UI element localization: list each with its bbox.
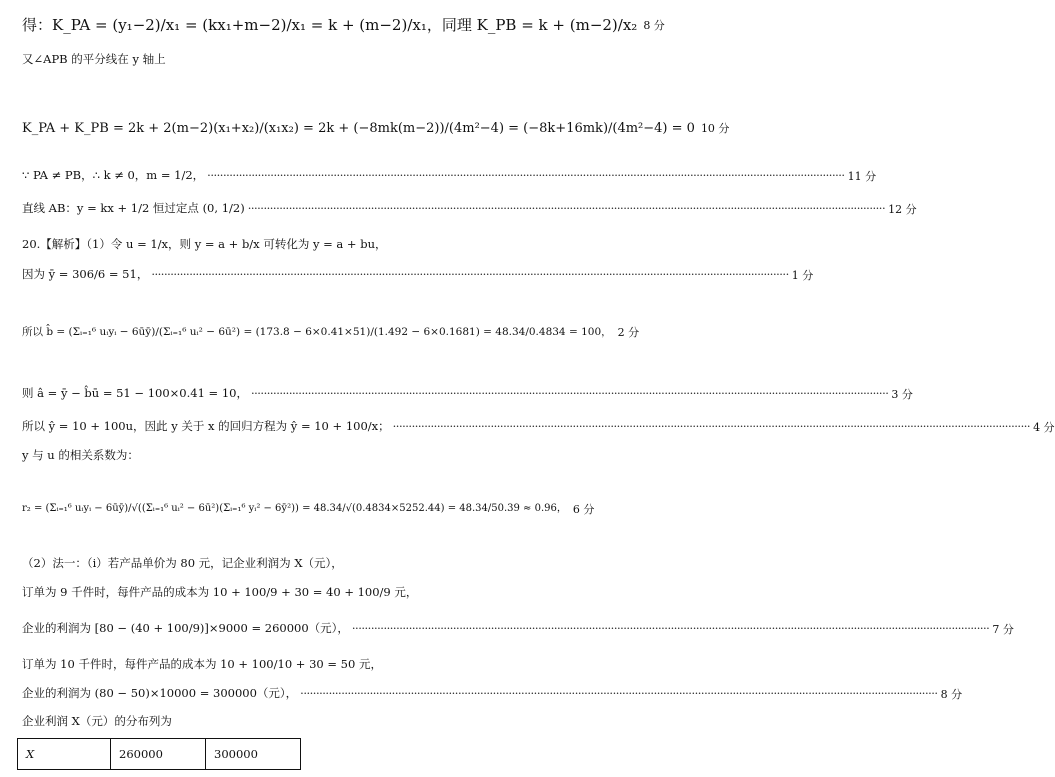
line-text: 所以 ŷ = 10 + 100u，因此 y 关于 x 的回归方程为 ŷ = 10 + 100/x；	[22, 419, 390, 434]
line-18	[22, 714, 539, 730]
table-cell: 260000	[111, 739, 206, 770]
line-10	[22, 415, 1055, 439]
score-label: 2 分	[617, 325, 640, 339]
line-15	[22, 618, 1014, 640]
line-text: 得：K_PA = (y₁−2)/x₁ = (kx₁+m−2)/x₁ = k + (m−2)/x₁，同理 K_PB = k + (m−2)/x₂	[22, 15, 638, 34]
score-label: 8 分	[940, 687, 963, 701]
line-text: 订单为 9 千件时，每件产品的成本为 10 + 100/9 + 30 = 40 + 100/9 元，	[22, 585, 418, 600]
score-label: 11 分	[847, 169, 877, 183]
line-text: （2）法一：（i）若产品单价为 80 元，记企业利润为 X（元），	[22, 556, 343, 571]
line-text: 则 â = ȳ − b̂ū = 51 − 100×0.41 = 10，	[22, 386, 248, 401]
line-text: r₂ = (Σᵢ₌₁⁶ uᵢyᵢ − 6ūȳ)/√((Σᵢ₌₁⁶ uᵢ² − 6ū²)(Σᵢ₌₁⁶ yᵢ² − 6ȳ²)) = 48.34/√(0.4834×5252.44) = 48.34/50.39 ≈ 0.96，	[22, 503, 567, 514]
line-3	[22, 110, 730, 146]
line-text: 企业的利润为 [80 − (40 + 100/9)]×9000 = 260000（元），	[22, 621, 349, 636]
score-label: 7 分	[992, 622, 1014, 636]
leader-dots	[300, 688, 937, 700]
line-14	[22, 582, 539, 604]
table-cell: 300000	[206, 739, 301, 770]
score-label: 4 分	[1033, 420, 1055, 434]
leader-dots	[248, 203, 885, 215]
line-4	[22, 165, 877, 187]
line-17	[22, 686, 963, 702]
score-label: 6 分	[572, 502, 595, 516]
line-text: 订单为 10 千件时，每件产品的成本为 10 + 100/10 + 30 = 50 元，	[22, 657, 382, 672]
line-text: y 与 u 的相关系数为：	[22, 448, 139, 463]
line-16	[22, 654, 539, 676]
line-text: 企业的利润为 (80 − 50)×10000 = 300000（元），	[22, 686, 298, 701]
line-12	[22, 490, 595, 528]
leader-dots	[352, 623, 989, 635]
line-5	[22, 198, 917, 220]
line-2	[22, 52, 539, 68]
line-text: 因为 ȳ = 306/6 = 51，	[22, 267, 149, 282]
line-text: 又∠APB 的平分线在 y 轴上	[22, 52, 166, 67]
score-label: 1 分	[791, 268, 814, 282]
leader-dots	[251, 388, 888, 400]
line-text: ∵ PA ≠ PB，∴ k ≠ 0，m = 1/2，	[22, 168, 205, 183]
leader-dots	[151, 269, 788, 281]
line-9	[22, 386, 913, 402]
leader-dots	[393, 421, 1030, 433]
table-row	[18, 739, 301, 770]
score-label: 3 分	[891, 387, 913, 401]
line-text: K_PA + K_PB = 2k + 2(m−2)(x₁+x₂)/(x₁x₂) = 2k + (−8mk(m−2))/(4m²−4) = (−8k+16mk)/(4m²−4) = 0	[22, 120, 695, 136]
line-11	[22, 448, 539, 464]
table-header-cell: X	[18, 739, 111, 770]
line-1	[22, 12, 665, 38]
line-text: 直线 AB：y = kx + 1/2 恒过定点 (0, 1/2)	[22, 201, 245, 216]
score-label: 12 分	[888, 202, 917, 216]
line-13	[22, 556, 539, 572]
line-6	[22, 234, 539, 256]
line-8	[22, 310, 640, 354]
distribution-table	[17, 738, 301, 770]
line-text: 企业利润 X（元）的分布列为	[22, 714, 172, 729]
score-label: 8 分	[643, 18, 665, 32]
line-7	[22, 264, 814, 286]
score-label: 10 分	[700, 121, 730, 135]
line-text: 所以 b̂ = (Σᵢ₌₁⁶ uᵢyᵢ − 6ūȳ)/(Σᵢ₌₁⁶ uᵢ² − 6ū²) = (173.8 − 6×0.41×51)/(1.492 − 6×0.1681) = 48.34/0.4834 = 100，	[22, 325, 612, 338]
leader-dots	[207, 170, 844, 182]
line-text: 20.【解析】（1）令 u = 1/x，则 y = a + b/x 可转化为 y = a + bu，	[22, 237, 387, 252]
